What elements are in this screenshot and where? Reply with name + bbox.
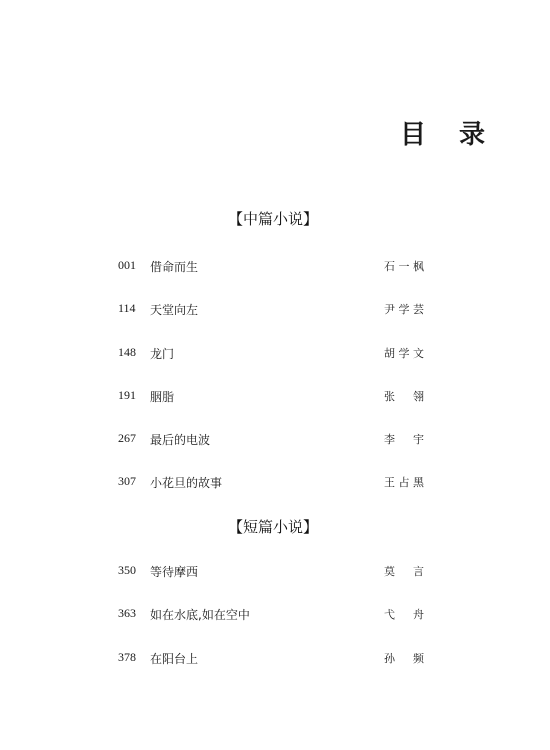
- page-number: 001: [118, 258, 136, 272]
- entry-title: 借命而生: [150, 260, 199, 274]
- page-number: 363: [118, 606, 136, 620]
- entry-title: 在阳台上: [150, 652, 199, 666]
- entry-title: 龙门: [150, 347, 175, 361]
- entry-author: 弋 舟: [384, 608, 424, 621]
- toc-entry[interactable]: [0, 563, 550, 581]
- entry-title: 天堂向左: [150, 303, 199, 317]
- page-number: 191: [118, 388, 136, 402]
- page-title: 目 录: [400, 120, 498, 150]
- section-heading-short-stories: 【短篇小说】: [228, 518, 319, 536]
- page-number: 148: [118, 345, 136, 359]
- entry-author: 张 翎: [384, 390, 424, 403]
- toc-entry[interactable]: [0, 474, 550, 492]
- entry-author: 李 宇: [384, 433, 424, 446]
- entry-title: 小花旦的故事: [150, 476, 223, 490]
- entry-title: 胭脂: [150, 390, 175, 404]
- entry-title: 如在水底,如在空中: [150, 608, 250, 622]
- entry-title: 最后的电波: [150, 433, 211, 447]
- toc-entry[interactable]: [0, 258, 550, 276]
- section-heading-novellas: 【中篇小说】: [228, 210, 319, 228]
- page-number: 267: [118, 431, 136, 445]
- page-number: 307: [118, 474, 136, 488]
- entry-author: 胡学文: [384, 347, 424, 360]
- toc-entry[interactable]: [0, 431, 550, 449]
- toc-entry[interactable]: [0, 606, 550, 624]
- page-number: 378: [118, 650, 136, 664]
- toc-entry[interactable]: [0, 301, 550, 319]
- entry-author: 莫 言: [384, 565, 424, 578]
- entry-author: 石一枫: [384, 260, 424, 273]
- toc-entry[interactable]: [0, 650, 550, 668]
- entry-author: 尹学芸: [384, 303, 424, 316]
- page-number: 350: [118, 563, 136, 577]
- page-number: 114: [118, 301, 136, 315]
- toc-entry[interactable]: [0, 388, 550, 406]
- toc-entry[interactable]: [0, 345, 550, 363]
- entry-title: 等待摩西: [150, 565, 199, 579]
- entry-author: 孙 频: [384, 652, 424, 665]
- entry-author: 王占黑: [384, 476, 424, 489]
